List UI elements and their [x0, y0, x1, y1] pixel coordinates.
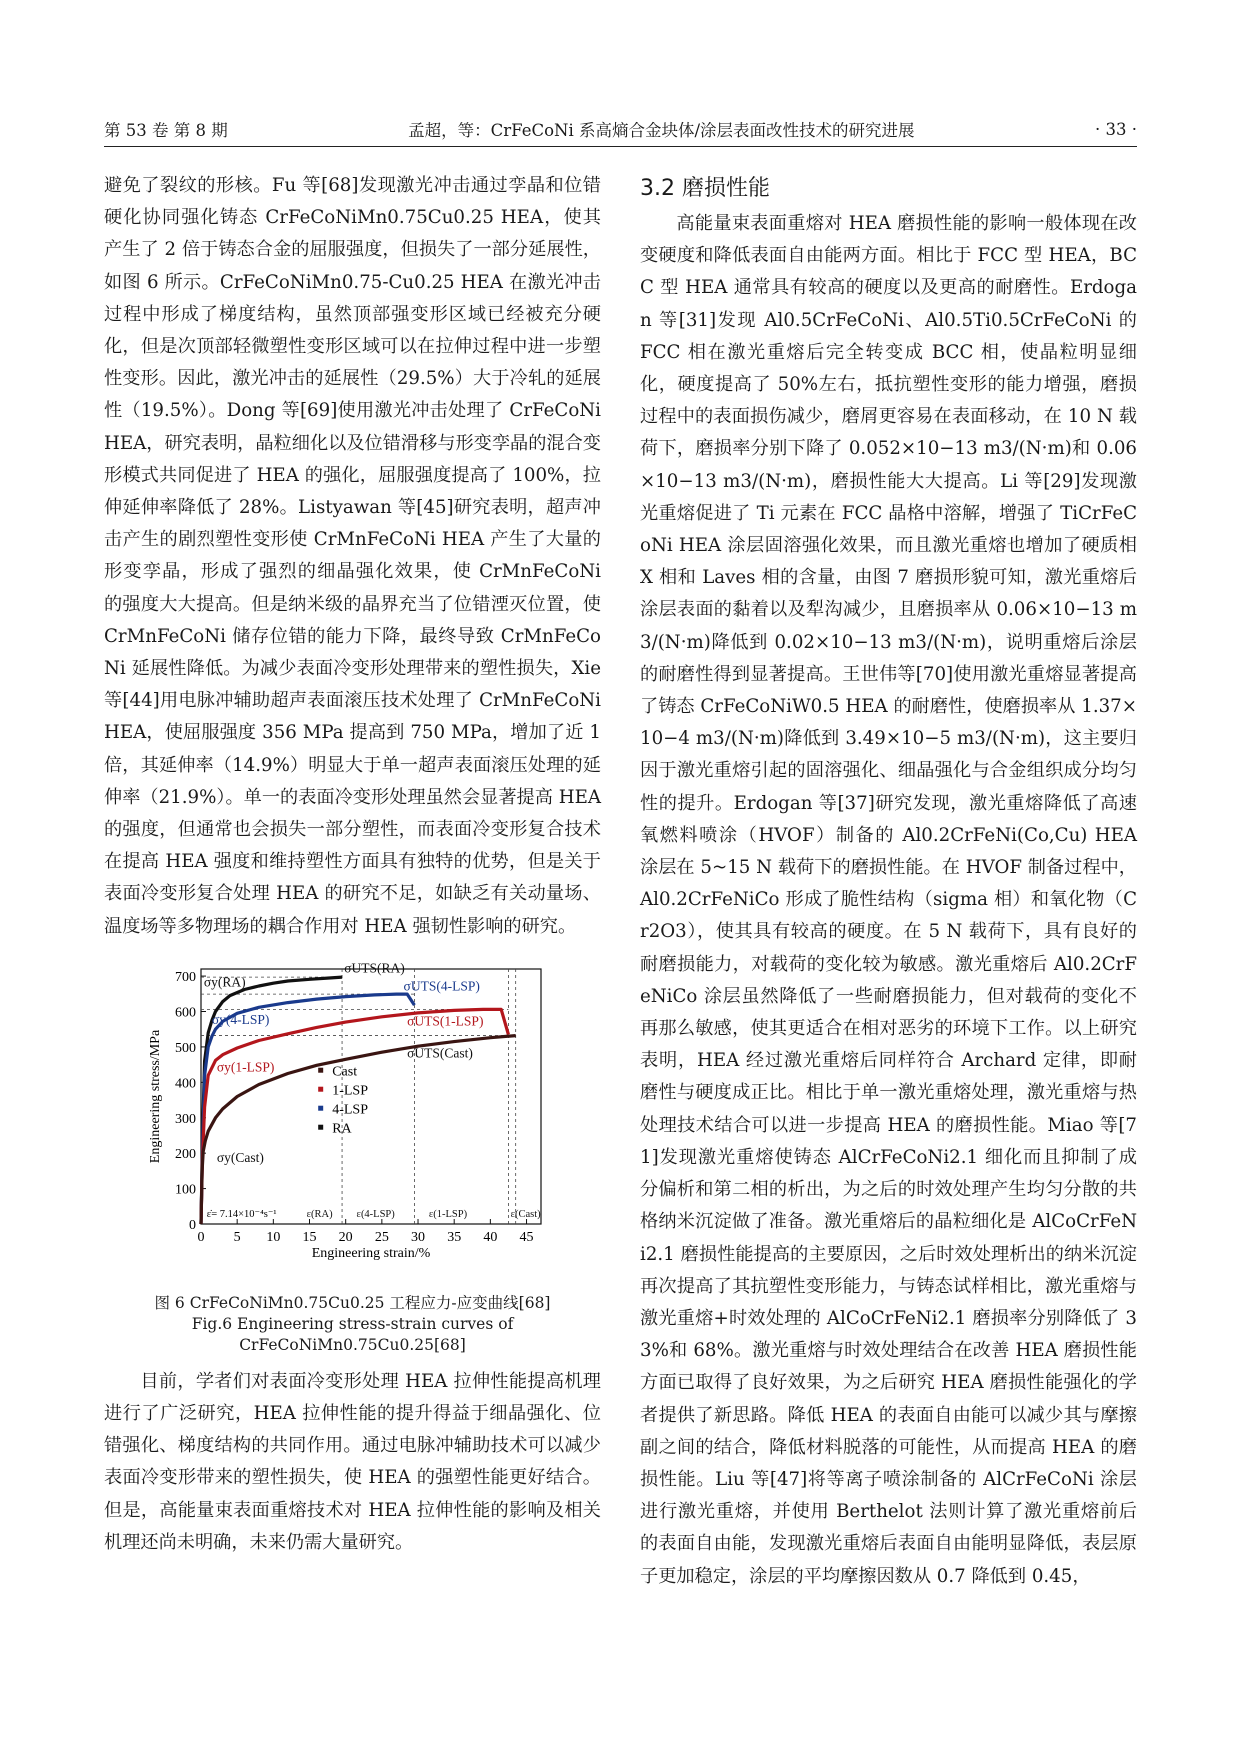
legend-label-ra: RA	[331, 1121, 352, 1137]
right-paragraph-1: 高能量束表面重熔对 HEA 磨损性能的影响一般体现在改变硬度和降低表面自由能两方面。相比于 FCC 型 HEA，BCC 型 HEA 通常具有较高的硬度以及更高的耐磨性。Erdogan 等[31]发现 Al0.5CrFeCoNi、Al0.5Ti0.5CrFeCoNi 的 FCC 相在激光重熔后完全转变成 BCC 相，使晶粒明显细化，硬度提高了 50%左右，抵抗塑性变形的能力增强，磨损过程中的表面损伤减少，磨屑更容易在表面移动，在 10 N 载荷下，磨损率分别下降了 0.052×10−13 m3/(N·m)和 0.06×10−13 m3/(N·m)，磨损性能大大提高。Li 等[29]发现激光重熔促进了 Ti 元素在 FCC 晶格中溶解，增强了 TiCrFeCoNi HEA 涂层固溶强化效果，而且激光重熔也增加了硬质相 X 相和 Laves 相的含量，由图 7 磨损形貌可知，激光重熔后涂层表面的黏着以及犁沟减少，且磨损率从 0.06×10−13 m3/(N·m)降低到 0.02×10−13 m3/(N·m)，说明重熔后涂层的耐磨性得到显著提高。王世伟等[70]使用激光重熔显著提高了铸态 CrFeCoNiW0.5 HEA 的耐磨性，使磨损率从 1.37×10−4 m3/(N·m)降低到 3.49×10−5 m3/(N·m)，这主要归因于激光重熔引起的固溶强化、细晶强化与合金组织成分均匀性的提升。Erdogan 等[37]研究发现，激光重熔降低了高速氧燃料喷涂（HVOF）制备的 Al0.2CrFeNi(Co,Cu) HEA 涂层在 5~15 N 载荷下的磨损性能。在 HVOF 制备过程中，Al0.2CrFeNiCo 形成了脆性结构（sigma 相）和氧化物（Cr2O3），使其具有较高的硬度。在 5 N 载荷下，具有良好的耐磨损能力，对载荷的变化较为敏感。激光重熔后 Al0.2CrFeNiCo 涂层虽然降低了一些耐磨损能力，但对载荷的变化不再那么敏感，使其更适合在相对恶劣的环境下工作。以上研究表明，HEA 经过激光重熔后同样符合 Archard 定律，即耐磨性与硬度成正比。相比于单一激光重熔处理，激光重熔与热处理技术结合可以进一步提高 HEA 的磨损性能。Miao 等[71]发现激光重熔使铸态 AlCrFeCoNi2.1 细化而且抑制了成分偏析和第二相的析出，为之后的时效处理产生均匀分散的共格纳米沉淀做了准备。激光重熔后的晶粒细化是 AlCoCrFeNi2.1 磨损性能提高的主要原因，之后时效处理析出的纳米沉淀再次提高了其抗塑性变形能力，与铸态试样相比，激光重熔与激光重熔+时效处理的 AlCoCrFeNi2.1 磨损率分别降低了 33%和 68%。激光重熔与时效处理结合在改善 HEA 磨损性能方面已取得了良好效果，为之后研究 HEA 磨损性能强化的学者提供了新思路。降低 HEA 的表面自由能可以减少其与摩擦副之间的结合，降低材料脱落的可能性，从而提高 HEA 的磨损性能。Liu 等[47]将等离子喷涂制备的 AlCrFeCoNi 涂层进行激光重熔，并使用 Berthelot 法则计算了激光重熔前后的表面自由能，发现激光重熔后表面自由能明显降低，表层原子更加稳定，涂层的平均摩擦因数从 0.7 降低到 0.45，	[640, 213, 1137, 1587]
annotation-label: σUTS(Cast)	[406, 1045, 473, 1061]
annotation-label: σy(1-LSP)	[216, 1059, 274, 1075]
x-tick-label: 15	[302, 1229, 317, 1245]
legend-swatch-1-lsp	[318, 1087, 323, 1092]
legend-label-1-lsp: 1-LSP	[331, 1083, 368, 1099]
annotation-label: σUTS(RA)	[343, 960, 405, 976]
x-tick-label: 40	[482, 1229, 497, 1245]
legend-swatch-4-lsp	[318, 1106, 323, 1111]
annotation-label: ε(Cast)	[510, 1208, 541, 1220]
x-tick-label: 0	[197, 1229, 204, 1245]
legend-swatch-cast	[318, 1068, 323, 1073]
plot-frame	[201, 969, 541, 1224]
annotation-label: ε(RA)	[306, 1208, 333, 1220]
y-tick-label: 300	[174, 1111, 196, 1127]
header-title: 孟超，等：CrFeCoNi 系高熵合金块体/涂层表面改性技术的研究进展	[408, 121, 915, 140]
left-column	[104, 170, 601, 1559]
caption-en-line2: CrFeCoNiMn0.75Cu0.25[68]	[239, 1335, 466, 1354]
right-column	[640, 170, 1137, 1593]
left-paragraph-2: 目前，学者们对表面冷变形处理 HEA 拉伸性能提高机理进行了广泛研究，HEA 拉伸性能的提升得益于细晶强化、位错强化、梯度结构的共同作用。通过电脉冲辅助技术可以减少表面冷变形带来的塑性损失，使 HEA 的强塑性能更好结合。但是，高能量束表面重熔技术对 HEA 拉伸性能的影响及相关机理还尚未明确，未来仍需大量研究。	[104, 1370, 601, 1553]
y-axis-label: Engineering stress/MPa	[147, 1029, 163, 1164]
header-page-number: · 33 ·	[1095, 119, 1137, 139]
y-tick-label: 0	[188, 1217, 196, 1233]
section-heading: 3.2 磨损性能	[640, 176, 770, 201]
x-axis-label: Engineering strain/%	[311, 1245, 430, 1261]
figure-6	[104, 957, 601, 1287]
legend-swatch-ra	[318, 1125, 323, 1130]
annotation-label: σUTS(4-LSP)	[403, 978, 480, 994]
annotation-label: ε(4-LSP)	[356, 1208, 395, 1220]
x-tick-label: 30	[410, 1229, 425, 1245]
y-tick-label: 200	[174, 1147, 196, 1163]
x-tick-label: 5	[233, 1229, 241, 1245]
y-tick-label: 700	[174, 969, 196, 985]
x-tick-label: 45	[519, 1229, 534, 1245]
annotation-label: σy(Cast)	[216, 1149, 264, 1165]
annotation-label: σy(RA)	[203, 974, 246, 990]
y-tick-label: 100	[174, 1182, 196, 1198]
running-header	[104, 116, 1137, 142]
x-tick-label: 25	[374, 1229, 389, 1245]
header-rule	[104, 146, 1137, 147]
annotation-label: σUTS(1-LSP)	[406, 1013, 483, 1029]
y-tick-label: 400	[174, 1076, 196, 1092]
y-tick-label: 500	[174, 1040, 196, 1056]
stress-strain-chart	[143, 957, 563, 1287]
strain-rate-label: ε̇= 7.14×10⁻⁴s⁻¹	[206, 1208, 277, 1220]
annotation-label: ε(1-LSP)	[428, 1208, 467, 1220]
y-tick-label: 600	[174, 1005, 196, 1021]
x-tick-label: 20	[338, 1229, 353, 1245]
left-paragraph-1: 避免了裂纹的形核。Fu 等[68]发现激光冲击通过孪晶和位错硬化协同强化铸态 CrFeCoNiMn0.75Cu0.25 HEA，使其产生了 2 倍于铸态合金的屈服强度，但损失了一部分延展性，如图 6 所示。CrFeCoNiMn0.75-Cu0.25 HEA 在激光冲击过程中形成了梯度结构，虽然顶部强变形区域已经被充分硬化，但是次顶部轻微塑性变形区域可以在拉伸过程中进一步塑性变形。因此，激光冲击的延展性（29.5%）大于冷轧的延展性（19.5%）。Dong 等[69]使用激光冲击处理了 CrFeCoNi HEA，研究表明，晶粒细化以及位错滑移与形变孪晶的混合变形模式共同促进了 HEA 的强化，屈服强度提高了 100%，拉伸延伸率降低了 28%。Listyawan 等[45]研究表明，超声冲击产生的剧烈塑性变形使 CrMnFeCoNi HEA 产生了大量的形变孪晶，形成了强烈的细晶强化效果，使 CrMnFeCoNi 的强度大大提高。但是纳米级的晶界充当了位错湮灭位置，使 CrMnFeCoNi 储存位错的能力下降，最终导致 CrMnFeCoNi 延展性降低。为减少表面冷变形处理带来的塑性损失，Xie 等[44]用电脉冲辅助超声表面滚压技术处理了 CrMnFeCoNi HEA，使屈服强度 356 MPa 提高到 750 MPa，增加了近 1 倍，其延伸率（14.9%）明显大于单一超声表面滚压处理的延伸率（21.9%）。单一的表面冷变形处理虽然会显著提高 HEA 的强度，但通常也会损失一部分塑性，而表面冷变形复合技术在提高 HEA 强度和维持塑性方面具有独特的优势，但是关于表面冷变形复合处理 HEA 的研究不足，如缺乏有关动量场、温度场等多物理场的耦合作用对 HEA 强韧性影响的研究。	[104, 175, 601, 937]
annotation-label: σy(4-LSP)	[211, 1011, 269, 1027]
caption-en-line1: Fig.6 Engineering stress-strain curves of	[191, 1314, 514, 1333]
x-tick-label: 35	[446, 1229, 461, 1245]
legend-label-4-lsp: 4-LSP	[331, 1102, 368, 1118]
legend-label-cast: Cast	[331, 1064, 357, 1080]
figure-6-caption	[104, 1293, 601, 1356]
header-volume: 第 53 卷 第 8 期	[104, 121, 228, 140]
caption-cn: 图 6 CrFeCoNiMn0.75Cu0.25 工程应力-应变曲线[68]	[154, 1293, 551, 1312]
x-tick-label: 10	[265, 1229, 280, 1245]
